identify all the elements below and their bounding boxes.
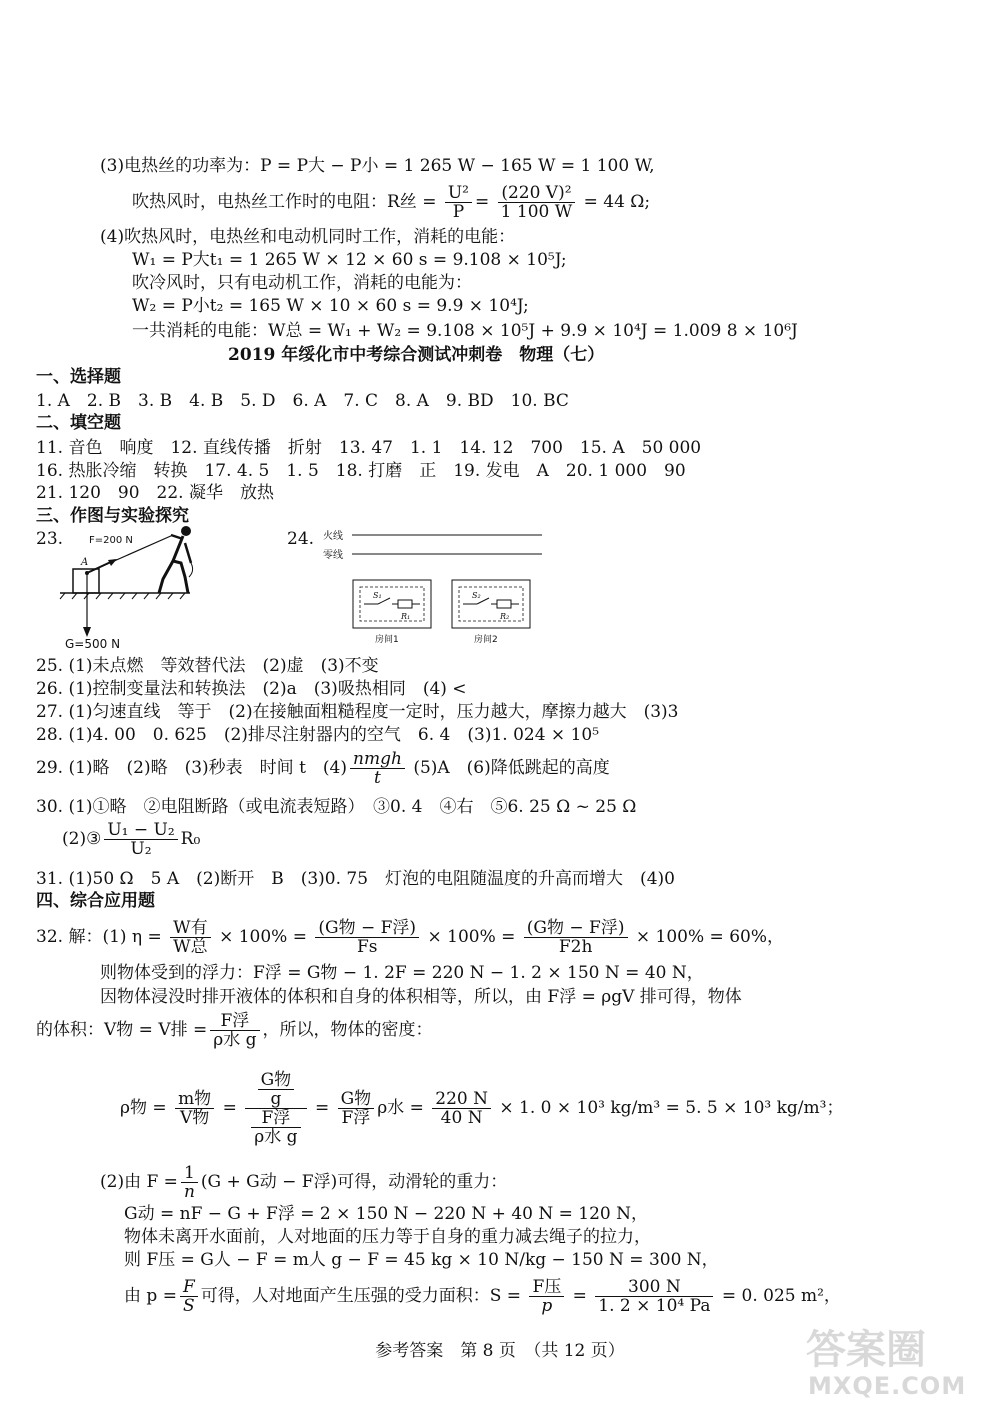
formula-line <box>36 1008 433 1052</box>
text: ，所以，物体的密度： <box>262 1020 433 1040</box>
text: × 1. 0 × 10³ kg/m³ = 5. 5 × 10³ kg/m³； <box>499 1098 844 1118</box>
answer-line: 25. (1)未点燃 等效替代法 (2)虚 (3)不变 <box>36 656 379 676</box>
density-formula <box>120 1054 843 1162</box>
resistor-label: R₁ <box>401 612 411 621</box>
switch-label: S₂ <box>472 591 481 600</box>
denominator: S <box>183 1296 195 1316</box>
denominator: F2h <box>558 937 593 957</box>
weight-label: G=500 N <box>65 637 121 651</box>
text: (2)③ <box>62 829 102 849</box>
denominator: 40 N <box>440 1108 483 1128</box>
watermark-logo: 答案圈 <box>806 1327 926 1373</box>
denominator: P <box>452 202 465 222</box>
switch-label: S₁ <box>373 591 382 600</box>
room-label: 房间2 <box>474 635 498 645</box>
text: 可得，人对地面产生压强的受力面积：S = <box>200 1286 522 1306</box>
text: 的体积：V物 = V排 = <box>36 1020 208 1040</box>
denominator: g <box>270 1089 282 1109</box>
text: (2)由 F = <box>100 1172 178 1192</box>
numerator: F浮 <box>251 1109 300 1128</box>
denominator <box>245 1109 306 1146</box>
numerator: F <box>180 1278 198 1297</box>
numerator: G物 <box>258 1071 295 1090</box>
denominator: ρ水 g <box>254 1127 298 1147</box>
text-line: G动 = nF − G + F浮 = 2 × 150 N − 220 N + 40 N = 120 N， <box>124 1204 649 1224</box>
section-title: 2019 年绥化市中考综合测试冲刺卷 物理（七） <box>228 345 605 365</box>
text-line: (4)吹热风时，电热丝和电动机同时工作，消耗的电能： <box>100 227 516 247</box>
text-line: W₂ = P小t₂ = 165 W × 10 × 60 s = 9.9 × 10⁴J; <box>132 296 529 316</box>
section-heading: 二、填空题 <box>36 413 121 433</box>
fraction <box>210 1012 259 1049</box>
text-line: (3)电热丝的功率为：P = P大 − P小 = 1 265 W − 165 W = 1 100 W, <box>100 156 655 176</box>
denominator: F浮 <box>341 1108 371 1128</box>
numerator: 300 N <box>595 1278 713 1297</box>
formula-line <box>124 1272 841 1320</box>
text: 32. 解：(1) η = <box>36 927 162 947</box>
figure-24 <box>320 526 550 651</box>
numerator: 220 N <box>432 1090 491 1109</box>
text-line: 因物体浸没时排开液体的体积和自身的体积相等，所以，由 F浮 = ρgV 排可得，物体 <box>100 987 742 1007</box>
denominator: Fs <box>356 937 378 957</box>
compound-fraction <box>245 1071 306 1146</box>
numerator: (G物 − F浮) <box>315 919 419 938</box>
fraction <box>432 1090 491 1127</box>
text: 29. (1)略 (2)略 (3)秒表 时间 t (4) <box>36 758 347 778</box>
denominator: t <box>374 768 381 788</box>
answer-line: 26. (1)控制变量法和转换法 (2)a (3)吸热相同 (4) < <box>36 679 467 699</box>
fraction <box>181 1164 198 1201</box>
fraction <box>529 1278 564 1315</box>
numerator <box>245 1071 306 1109</box>
answer-line: 1. A 2. B 3. B 4. B 5. D 6. A 7. C 8. A 9. BD 10. BC <box>36 391 569 411</box>
formula-line: 吹热风时，电热丝工作时的电阻：R丝 = $\frac{\text{U²}}{P}$ = $\frac{\text{(220 V)²}}{1 100 W}$ = 44 Ω; <box>132 183 651 222</box>
numerator: nmgh <box>350 750 405 769</box>
denominator: W总 <box>173 937 208 957</box>
text: × 100% = 60%， <box>635 927 784 947</box>
numerator: m物 <box>175 1090 214 1109</box>
text: 吹热风时，电热丝工作时的电阻：R丝 = <box>132 192 437 212</box>
answer-line: 27. (1)匀速直线 等于 (2)在接触面粗糙程度一定时，压力越大，摩擦力越大 (3)3 <box>36 702 679 722</box>
denominator: V物 <box>179 1108 210 1128</box>
section-heading: 一、选择题 <box>36 367 121 387</box>
neutral-wire-label: 零线 <box>323 550 343 561</box>
numerator: 1 <box>181 1164 198 1183</box>
denominator: U₂ <box>130 839 152 859</box>
text: × 100% = <box>427 927 516 947</box>
text: (G + G动 − F浮)可得，动滑轮的重力： <box>200 1172 508 1192</box>
text-line: 一共消耗的电能：W总 = W₁ + W₂ = 9.108 × 10⁵J + 9.9 × 10⁴J = 1.009 8 × 10⁶J <box>132 321 798 341</box>
fraction <box>315 919 419 956</box>
text: = <box>222 1098 237 1118</box>
watermark-url: MXQE.COM <box>808 1372 967 1400</box>
section-heading: 三、作图与实验探究 <box>36 506 189 526</box>
fraction <box>350 750 405 787</box>
fraction <box>175 1090 214 1127</box>
formula-line <box>100 1160 507 1204</box>
section-heading: 四、综合应用题 <box>36 891 155 911</box>
fraction <box>445 184 472 221</box>
fraction <box>524 919 628 956</box>
text: = <box>572 1286 587 1306</box>
text: ρ物 = <box>120 1098 167 1118</box>
denominator: 1 100 W <box>500 202 573 222</box>
text-line: 则 F压 = G人 − F = m人 g − F = 45 kg × 10 N/kg − 150 N = 300 N， <box>124 1250 719 1270</box>
answer-line <box>36 748 610 788</box>
text: 由 p = <box>124 1286 177 1306</box>
fraction <box>104 821 177 858</box>
live-wire-label: 火线 <box>323 531 343 542</box>
numerator: F压 <box>529 1278 564 1297</box>
question-number: 23. <box>36 529 64 549</box>
fraction <box>170 919 210 956</box>
answer-line: 28. (1)4. 00 0. 625 (2)排尽注射器内的空气 6. 4 (3)1. 024 × 10⁵ <box>36 725 600 745</box>
text: = 44 Ω; <box>583 192 651 212</box>
fraction <box>595 1278 713 1315</box>
text: (5)A (6)降低跳起的高度 <box>413 758 610 778</box>
text: = <box>314 1098 330 1118</box>
fraction <box>498 184 576 221</box>
question-number: 24. <box>287 529 315 549</box>
denominator: n <box>183 1182 195 1202</box>
answer-line: 30. (1)①略 ②电阻断路（或电流表短路） ③0. 4 ④右 ⑤6. 25 Ω ~ 25 Ω <box>36 797 637 817</box>
text-line: 吹冷风时，只有电动机工作，消耗的电能为： <box>132 273 472 293</box>
text: ρ水 = <box>377 1098 424 1118</box>
fraction <box>180 1278 198 1315</box>
fraction <box>258 1071 295 1108</box>
resistor-label: R₂ <box>500 612 510 621</box>
answer-line: 16. 热胀冷缩 转换 17. 4. 5 1. 5 18. 打磨 正 19. 发电 A 20. 1 000 90 <box>36 461 686 481</box>
formula-line <box>36 915 784 959</box>
text-line: 物体未离开水面前，人对地面的压力等于自身的重力减去绳子的拉力， <box>124 1227 651 1247</box>
text-line: W₁ = P大t₁ = 1 265 W × 12 × 60 s = 9.108 × 10⁵J; <box>132 250 567 270</box>
denominator: ρ水 g <box>213 1030 257 1050</box>
text: × 100% = <box>219 927 307 947</box>
numerator: F浮 <box>210 1012 259 1031</box>
numerator: U₁ − U₂ <box>104 821 177 840</box>
answer-line <box>62 815 200 863</box>
fraction <box>338 1090 375 1127</box>
force-label: F=200 N <box>89 535 133 546</box>
fraction <box>251 1109 300 1146</box>
point-label: A <box>81 557 89 568</box>
text: = 0. 025 m²， <box>721 1286 841 1306</box>
answer-line: 31. (1)50 Ω 5 A (2)断开 B (3)0. 75 灯泡的电阻随温度的升高而增大 (4)0 <box>36 869 675 889</box>
room-label: 房间1 <box>375 635 399 645</box>
answer-line: 21. 120 90 22. 凝华 放热 <box>36 483 274 503</box>
numerator: (G物 − F浮) <box>524 919 628 938</box>
text: R₀ <box>180 829 201 849</box>
answer-line: 11. 音色 响度 12. 直线传播 折射 13. 47 1. 1 14. 12 700 15. A 50 000 <box>36 438 702 458</box>
text-line: 则物体受到的浮力：F浮 = G物 − 1. 2F = 220 N − 1. 2 × 150 N = 40 N， <box>100 963 704 983</box>
figure-23 <box>55 525 215 655</box>
page-footer: 参考答案 第 8 页 （共 12 页） <box>375 1341 625 1361</box>
numerator: U² <box>445 184 472 203</box>
denominator: p <box>541 1296 553 1316</box>
numerator: W有 <box>170 919 210 938</box>
numerator: G物 <box>338 1090 375 1109</box>
denominator: 1. 2 × 10⁴ Pa <box>598 1296 711 1316</box>
numerator: (220 V)² <box>498 184 576 203</box>
